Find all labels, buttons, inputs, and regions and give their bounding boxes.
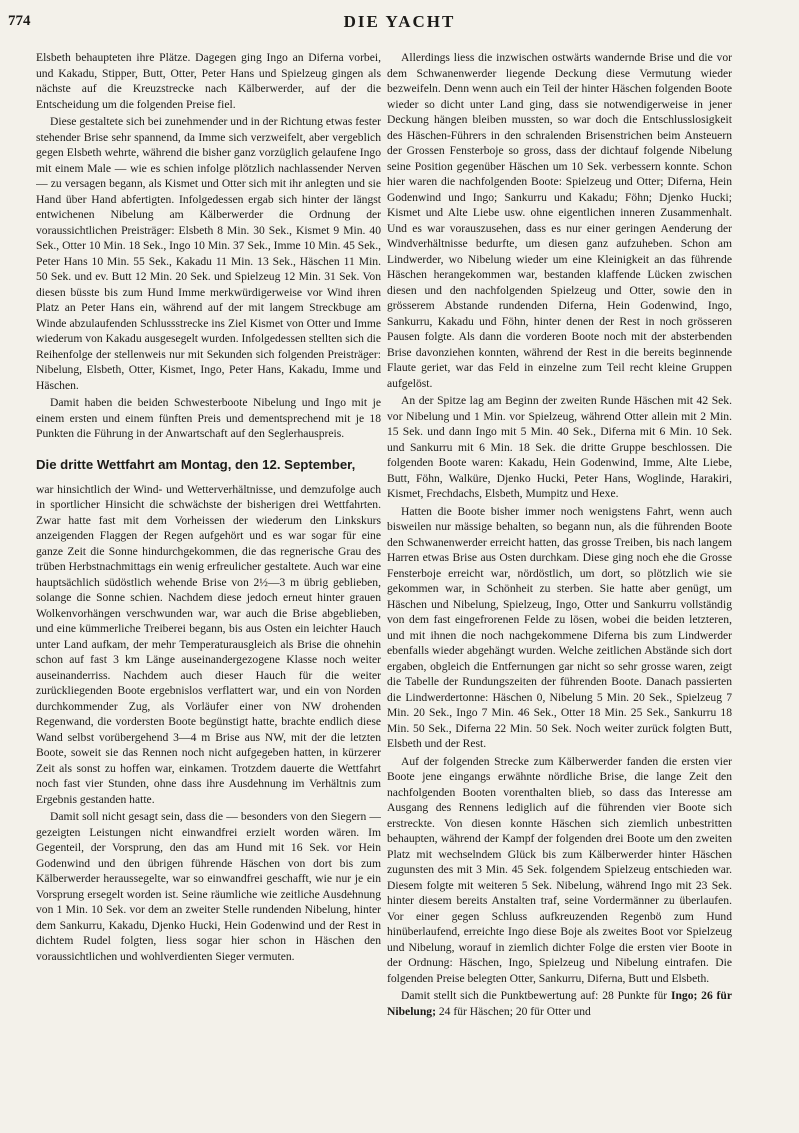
paragraph: Damit soll nicht gesagt sein, dass die — besonders von den Siegern — gezeigten Leistungen nicht einwandfrei erzielt worden wären. Im Gegenteil, der Vorsprung, den das am Hund mit 16 Sek. vor Hein Godenwind und den übrigen führende Häschen von dort bis zum Kälberwerder heraussegelte, war so einwandfrei geschafft, wie nur je ein Vorsprung ersegelt worden ist. Seine räumliche wie zeitliche Ausdehnung von 1 Min. 10 Sek. vor dem an zweiter Stelle rundenden Nibelung, hinter dem Sankurru, Kakadu, Djenko Hucki, Hein Godenwind und der Rest in dichtem Rudel folgten, liess sogar hier schon in Häschen den voraussichtlichen und wohlverdienten Sieger vermuten. [36,810,381,963]
paragraph: An der Spitze lag am Beginn der zweiten Runde Häschen mit 42 Sek. vor Nibelung und 1 Min. vor Spielzeug, während Otter allein mit 2 Min. 15 Sek. und dann Ingo mit 5 Min. 40 Sek., Diferna mit 6 Min. 10 Sek. und Sankurru mit 6 Min. 18 Sek. die dritte Gruppe beschlossen. Die folgenden Boote waren: Kakadu, Hein Godenwind, Imme, Alte Liebe, Butt, Föhn, Walküre, Djenko Hucki, Peter Hans, Woglinde, Harakiri, Kismet, Frechdachs, Elsbeth, Mumpitz und Hexe. [387,394,732,500]
paragraph: Diese gestaltete sich bei zunehmender und in der Richtung etwas fester stehender Brise sehr spannend, da Imme sich verzweifelt, aber vergeblich gegen Elsbeth wehrte, während die bisher ganz vorzüglich gelaufene Ingo mit einem Male — wie es schien infolge plötzlich nachlassender Nerven — zu versagen begann, als Kismet und Otter sich mit ihr anlegten und sie Hand über Hand abfertigten. Infolgedessen ergab sich hinter der längst entwichenen Nibelung am Kälberwerder die Ordnung der voraussichtlichen Preisträger: Elsbeth 8 Min. 30 Sek., Kismet 9 Min. 40 Sek., Otter 10 Min. 18 Sek., Ingo 10 Min. 37 Sek., Imme 10 Min. 45 Sek., Peter Hans 10 Min. 55 Sek., Kakadu 11 Min. 13 Sek., Häschen 11 Min. 50 Sek. und ev. Butt 12 Min. 20 Sek. und Spielzeug 12 Min. 31 Sek. Von diesen büsste bis zum Hund Imme merkwürdigerweise vor Wind ihren Platz an Peter Hans ein, während auf der mit langem Streckbuge am Winde abzulaufenden Schlussstrecke ins Ziel Kismet von Otter und Imme wiederum von Kakadu ausgesegelt wurden. Infolgedessen stellten sich die Reihenfolge der stellenweis nur mit Sekunden sich folgenden Preisträger: Nibelung, Elsbeth, Otter, Kismet, Ingo, Peter Hans, Kakadu, Imme und Häschen. [36,115,381,392]
right-column [387,50,732,1125]
paragraph-lead: Damit stellt sich die Punktbewertung auf: 28 Punkte für [401,989,668,1002]
paragraph: Elsbeth behaupteten ihre Plätze. Dagegen ging Ingo an Diferna vorbei, und Kakadu, Stipper, Butt, Otter, Peter Hans und Spielzeug gingen als nächste auf die Kreuzstrecke nach Kälberwerder, auf der die Entscheidung um die folgenden Preise fiel. [36,51,381,111]
section-heading: Die dritte Wettfahrt am Montag, den 12. September, [36,456,356,472]
paragraph [387,988,732,1019]
paragraph: Auf der folgenden Strecke zum Kälberwerder fanden die ersten vier Boote jene eingangs erwähnte nördliche Brise, die lange Zeit den nachfolgenden Booten vorenthalten blieb, so dass das Interesse am Ausgang des Rennens lediglich auf die führenden vier Boote sich erstreckte. Von diesen konnte Häschen sich ziemlich unbestritten behaupten, während der Kampf der folgenden drei Boote um den zweiten Platz mit wechselndem Glück bis zum Kälberwerder hinter Häschen zugunsten des mit 3 Min. 45 Sek. folgendem Spielzeug entschieden war. Diesem folgte mit weiteren 5 Sek. Nibelung, während Ingo mit 23 Sek. hinter diesem bereits Anstalten traf, seine Vordermänner zu überlaufen. Vor einer gegen Schluss aufkreuzenden Regenbö zum Hund hinüberlaufend, erreichte Ingo diese Boje als zweites Boot vor Spielzeug und Nibelung, worauf in ziemlich dichter Folge die ersten vier Boote in der Ordnung: Häschen, Ingo, Spielzeug und Nibelung eintrafen. Die folgenden Preise belegten Otter, Sankurru, Diferna, Butt und Elsbeth. [387,754,732,985]
paragraph: Damit haben die beiden Schwesterboote Nibelung und Ingo mit je einem ersten und einem fünften Preis und dementsprechend mit je 18 Punkten die Führung in der Anwartschaft auf den Seglerhauspreis. [36,396,381,440]
page-header [0,0,799,40]
running-title: DIE YACHT [343,12,456,31]
left-column [36,50,381,1125]
paragraph: Allerdings liess die inzwischen ostwärts wandernde Brise und die vor dem Schwanenwerder liegende Deckung diese Vermutung wieder bezweifeln. Denn wenn auch ein Teil der hinter Häschen folgenden Boote wieder so dicht unter Land ging, dass sie notwendigerweise in jener Deckung hängen bleiben mussten, so war doch die Entschlusslosigkeit des Häschen-Führers in den schralenden Brisenstrichen beim Ansteuern der Grossen Fensterboje so gross, dass der dichtauf folgende Nibelung seine Position gegenüber Häschen um 10 Sek. verbessern konnte. Schon hier waren die nachfolgenden Boote: Spielzeug und Otter; Diferna, Hein Godenwind und Ingo; Sankurru und Kakadu; Föhn; Djenko Hucki; Kismet und Alte Liebe usw. ohne eigentlichen inneren Zusammenhalt. Und es war vorauszusehen, dass es nur einer geringen Aenderung der Windverhältnisse bedurfte, um diesen ganz aufzuheben. Schon am Lindwerder, wo Nibelung wieder um eine Kleinigkeit an das führende Häschen herangekommen war, bestanden klaffende Lücken zwischen diesen und den nachfolgenden Spielzeug und Otter, sowie den in grösserem Abstande rundenden Diferna, Hein Godenwind, Ingo, Sankurru, Kakadu und Föhn, hinter denen der Rest in noch grösseren Pausen folgte. Als dann die vorderen Boote noch mit der absterbenden Brise davonziehen konnten, während der Rest in die bereits beginnende Flaute geriet, war das Feld in einzelne zum Teil recht kleine Gruppen aufgelöst. [387,51,732,390]
paragraph: war hinsichtlich der Wind- und Wetterverhältnisse, und demzufolge auch in sportlicher Hinsicht die schwächste der bisherigen drei Wettfahrten. Zwar hatte fast mit dem Vorheissen der wiederum den Linkskurs anzeigenden Flaggen der Regen aufgehört und es war sogar für eine ganze Zeit die Sonne hindurchgekommen, die das regnerische Grau des trüben Herbstnachmittags ein wenig erfreulicher gestaltete. Auch war eine hauptsächlich südöstlich wehende Brise von 2½—3 m übrig geblieben, solange die Sonne schien. Nachdem diese jedoch erneut hinter grauen Wolkenvorhängen verschwunden war, war auch die Brise abgeblieben, und eine kümmerliche Treiberei begann, bis aus Osten ein leichter Hauch unter Land aufkam, der mehr Temperaturausgleich als Brise die ohnehin schon auf fast 3 km Länge auseinandergezogene Klasse noch weiter auseinanderriss. Nachdem auch dieser Hauch für die weiter zurückliegenden Boote ergebnislos verflattert war, und ein von Norden durchkommender Zug, als Vorläufer einer von NW drohenden Regenwand, die vordersten Boote begünstigt hatte, brachte endlich diese Wand selbst vorübergehend 3—4 m Brise aus NW, mit der die letzten Boote, soweit sie das Rennen noch nicht aufgegeben hatten, in kürzerer Zeit als sonst zu hoffen war, einkamen. Trotzdem dauerte die Wettfahrt noch fast vier Stunden, ohne dass ihre Ausdehnung im Verhältnis zum Ergebnis gestanden hatte. [36,482,381,806]
bold-points-text: Ingo; 26 für Nibelung; [387,989,732,1018]
page-number: 774 [8,13,31,29]
paragraph: Hatten die Boote bisher immer noch wenigstens Fahrt, wenn auch bisweilen nur mässige behalten, so begann nun, als die führenden Boote den Schwanenwerder erreicht hatten, das grosse Treiben, bis nach langem Harren etwas Brise aus Osten durchkam. Diese ging noch ehe die Grosse Fensterboje erreicht war, nördöstlich, um dort, so plötzlich wie sie gekommen war, in Schönheit zu sterben. Sie hatte aber genügt, um Häschen und Nibelung, Spielzeug, Ingo, Otter und Sankurru vollständig von dem fast eingefrorenen Felde zu lösen, wobei die beiden letzteren, und mit ihnen die noch nachgekommene Diferna bis zum Lindwerder ebenfalls wieder abgehängt wurden. Welche zeitlichen Abstände sich dort ergaben, obgleich die Entfernungen gar nicht so sehr grosse waren, zeigt die Tabelle der Rundungszeiten der führenden Boote. Danach passierten die Lindwerdertonne: Häschen 0, Nibelung 5 Min. 20 Sek., Spielzeug 7 Min. 20 Sek., Ingo 7 Min. 46 Sek., Otter 18 Min. 25 Sek., Sankurru 18 Min. 50 Sek., Diferna 22 Min. 50 Sek. Noch weiter zurück folgten Butt, Elsbeth und der Rest. [387,504,732,750]
paragraph-tail: 24 für Häschen; 20 für Otter und [438,1004,591,1018]
